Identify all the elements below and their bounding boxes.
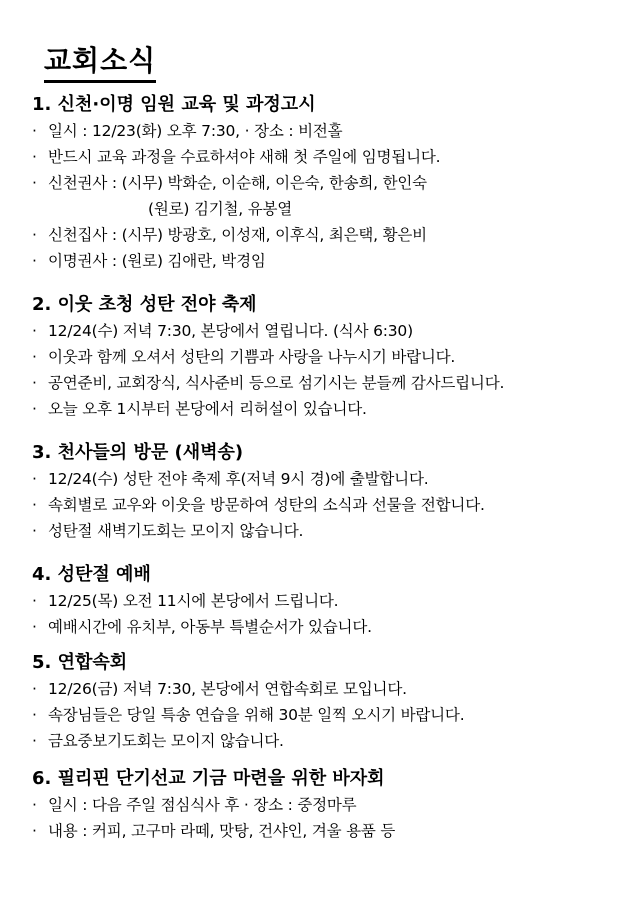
section-heading: 4. 성탄절 예배 — [32, 564, 151, 585]
list-item: · 12/24(수) 저녁 7:30, 본당에서 열립니다. (식사 6:30) — [32, 322, 413, 340]
section-christmas-service — [32, 562, 622, 640]
section-heading: 6. 필리핀 단기선교 기금 마련을 위한 바자회 — [32, 768, 385, 789]
list-item: · 이명권사 : (원로) 김애란, 박경임 — [32, 252, 266, 270]
list-item: · 12/24(수) 성탄 전야 축제 후(저녁 9시 경)에 출발합니다. — [32, 470, 429, 488]
list-item: · 예배시간에 유치부, 아동부 특별순서가 있습니다. — [32, 618, 372, 636]
list-item: · 내용 : 커피, 고구마 라떼, 맛탕, 건샤인, 겨울 용품 등 — [32, 822, 396, 840]
list-item: · 신천권사 : (시무) 박화순, 이순해, 이은숙, 한송희, 한인숙 — [32, 174, 427, 192]
section-heading: 1. 신천·이명 임원 교육 및 과정고시 — [32, 94, 316, 115]
list-item: · 속회별로 교우와 이웃을 방문하여 성탄의 소식과 선물을 전합니다. — [32, 496, 485, 514]
list-item: · 성탄절 새벽기도회는 모이지 않습니다. — [32, 522, 304, 540]
section-joint-meeting — [32, 650, 622, 754]
section-heading: 5. 연합속회 — [32, 652, 128, 673]
list-item-continuation: (원로) 김기철, 유봉열 — [148, 200, 293, 218]
section-angel-visit — [32, 440, 622, 544]
section-christmas-eve-festival — [32, 292, 622, 422]
page-title: 교회소식 — [44, 44, 156, 83]
list-item: · 12/26(금) 저녁 7:30, 본당에서 연합속회로 모입니다. — [32, 680, 407, 698]
list-item: · 공연준비, 교회장식, 식사준비 등으로 섬기시는 분들께 감사드립니다. — [32, 374, 505, 392]
list-item: · 오늘 오후 1시부터 본당에서 리허설이 있습니다. — [32, 400, 367, 418]
list-item: · 금요중보기도회는 모이지 않습니다. — [32, 732, 284, 750]
list-item: · 속장님들은 당일 특송 연습을 위해 30분 일찍 오시기 바랍니다. — [32, 706, 465, 724]
section-officer-training — [32, 92, 622, 274]
list-item: · 일시 : 다음 주일 점심식사 후 · 장소 : 중정마루 — [32, 796, 357, 814]
list-item: · 신천집사 : (시무) 방광호, 이성재, 이후식, 최은택, 황은비 — [32, 226, 427, 244]
section-heading: 3. 천사들의 방문 (새벽송) — [32, 442, 244, 463]
list-item: · 12/25(목) 오전 11시에 본당에서 드립니다. — [32, 592, 339, 610]
section-heading: 2. 이웃 초청 성탄 전야 축제 — [32, 294, 257, 315]
list-item: · 일시 : 12/23(화) 오후 7:30, · 장소 : 비전홀 — [32, 122, 343, 140]
list-item: · 반드시 교육 과정을 수료하셔야 새해 첫 주일에 임명됩니다. — [32, 148, 441, 166]
list-item: · 이웃과 함께 오셔서 성탄의 기쁨과 사랑을 나누시기 바랍니다. — [32, 348, 456, 366]
section-mission-bazaar — [32, 766, 622, 844]
